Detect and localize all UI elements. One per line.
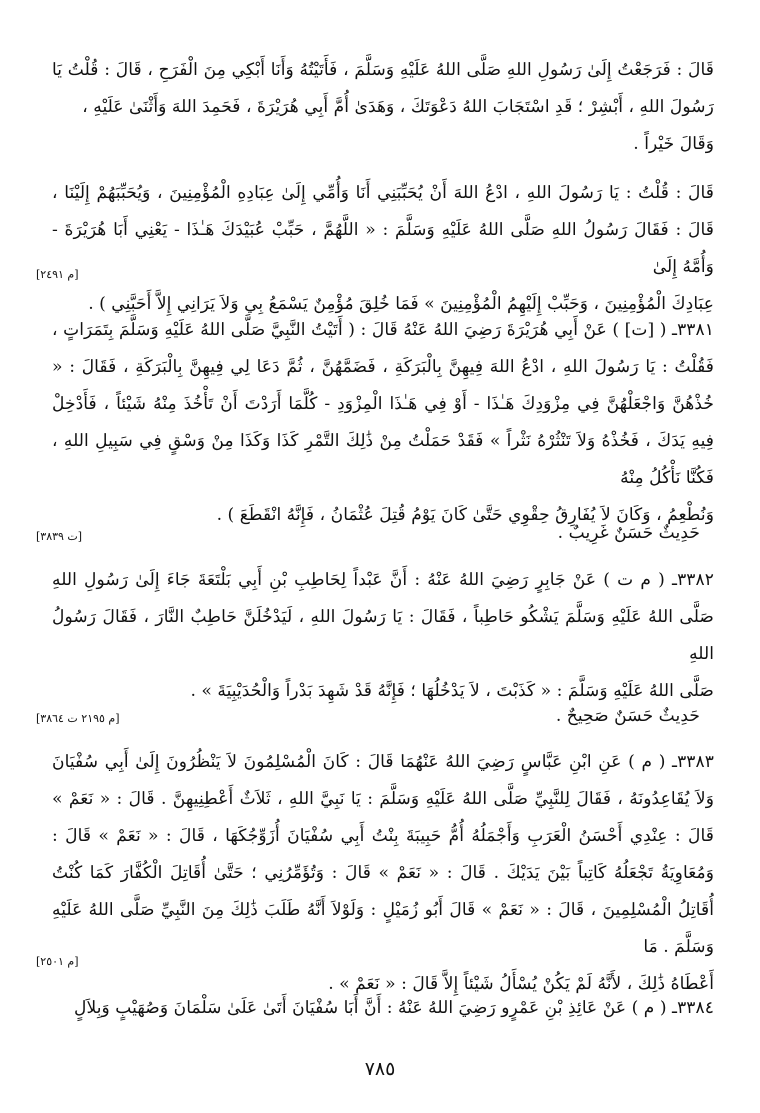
paragraph-text: قَالَ : قُلْتُ : يَا رَسُولَ اللهِ ، ادْعُ اللهَ أَنْ يُحَبِّبَنِي أَنَا وَأُمِّي إِلَىٰ عِبَادِهِ الْمُؤْمِنِينَ ، وَيُحَبِّبَهُمْ إِلَيْنَا ، قَالَ : فَقَالَ رَسُولُ اللهِ صَلَّى اللهُ عَلَيْهِ وَسَلَّمَ : « اللَّهُمَّ ، حَبِّبْ عُبَيْدَكَ هَـٰذَا - يَعْنِي أَبَا هُرَيْرَةَ - وَأُمَّهُ إِلَىٰ (52, 183, 714, 277)
paragraph-last-line: صَلَّى اللهُ عَلَيْهِ وَسَلَّمَ : « كَذَبْتَ ، لاَ يَدْخُلُهَا ؛ فَإِنَّهُ قَدْ شَهِدَ بَدْراً وَالْحُدَيْبِيَةَ » . (190, 681, 714, 701)
paragraph-last-line: وَقَالَ خَيْراً . (633, 134, 714, 154)
paragraph-text: ٣٣٨٤ـ ( م ) عَنْ عَائِذِ بْنِ عَمْرٍو رَضِيَ اللهُ عَنْهُ : أَنَّ أَبَا سُفْيَانَ أَتَىٰ عَلَىٰ سَلْمَانَ وَصُهَيْبٍ وَبِلاَلٍ (74, 998, 714, 1018)
paragraph-last-line: أَعْطَاهُ ذَٰلِكَ ، لأَنَّهُ لَمْ يَكُنْ يُسْأَلُ شَيْئاً إِلاَّ قَالَ : « نَعَمْ » . (328, 974, 714, 994)
hadith-grade: حَدِيثٌ حَسَنٌ صَحِيحٌ . (555, 706, 700, 726)
reference-marker: [م ٢٤٩١] (36, 268, 79, 281)
paragraph-text: ٣٣٨٣ـ ( م ) عَنِ ابْنِ عَبَّاسٍ رَضِيَ اللهُ عَنْهُمَا قَالَ : كَانَ الْمُسْلِمُونَ لاَ يَنْظُرُونَ إِلَىٰ أَبِي سُفْيَانَ وَلاَ يُقَاعِدُونَهُ ، فَقَالَ لِلنَّبِيِّ صَلَّى اللهُ عَلَيْهِ وَسَلَّمَ : يَا نَبِيَّ اللهِ ، ثَلاَثٌ أَعْطِنِيهِنَّ . قَالَ : « نَعَمْ » قَالَ : عِنْدِي أَحْسَنُ الْعَرَبِ وَأَجْمَلُهُ أُمُّ حَبِيبَةَ بِنْتُ أَبِي سُفْيَانَ أُزَوِّجُكَهَا ، قَالَ : « نَعَمْ » قَالَ : وَمُعَاوِيَةُ تَجْعَلُهُ كَاتِباً بَيْنَ يَدَيْكَ . قَالَ : « نَعَمْ » قَالَ : وَتُؤَمِّرُنِي ؛ حَتَّىٰ أُقَاتِلَ الْكُفَّارَ كَمَا كُنْتُ أُقَاتِلُ الْمُسْلِمِينَ ، قَالَ : « نَعَمْ » قَالَ أَبُو زُمَيْلٍ : وَلَوْلاَ أَنَّهُ طَلَبَ ذَٰلِكَ مِنَ النَّبِيِّ صَلَّى اللهُ عَلَيْهِ وَسَلَّمَ . مَا (52, 752, 714, 957)
hadith-3384 (52, 990, 714, 1027)
paragraph-prayer (52, 175, 714, 323)
hadith-3381 (52, 312, 714, 534)
paragraph-last-line: عِبَادِكَ الْمُؤْمِنِينَ ، وَحَبِّبْ إِلَيْهِمُ الْمُؤْمِنِينَ » فَمَا خُلِقَ مُؤْمِنٌ يَسْمَعُ بِي وَلاَ يَرَانِي إِلاَّ أَحَبَّنِي ) . (88, 294, 714, 314)
hadith-grade: حَدِيثٌ حَسَنٌ غَرِيبٌ . (557, 523, 700, 543)
reference-marker: [ت ٣٨٣٩] (36, 530, 83, 543)
hadith-3382 (52, 562, 714, 710)
paragraph-last-line: وَنُطْعِمُ ، وَكَانَ لاَ يُفَارِقُ حِقْوِي حَتَّىٰ كَانَ يَوْمُ قُتِلَ عُثْمَانُ ، فَإِنَّهُ انْقَطَعَ ) . (216, 505, 714, 525)
paragraph-text: قَالَ : فَرَجَعْتُ إِلَىٰ رَسُولِ اللهِ صَلَّى اللهُ عَلَيْهِ وَسَلَّمَ ، فَأَتَيْتُهُ وَأَنَا أَبْكِي مِنَ الْفَرَحِ ، قَالَ : قُلْتُ يَا رَسُولَ اللهِ ، أَبْشِرْ ؛ قَدِ اسْتَجَابَ اللهُ دَعْوَتَكَ ، وَهَدَىٰ أُمَّ أَبِي هُرَيْرَةَ ، فَحَمِدَ اللهَ وَأَثْنَىٰ عَلَيْهِ ، (52, 60, 714, 117)
hadith-3383 (52, 744, 714, 1003)
paragraph-continuation (52, 52, 714, 163)
reference-marker: [م ٢٥٠١] (36, 955, 79, 968)
paragraph-text: ٣٣٨١ـ ( [ت] ) عَنْ أَبِي هُرَيْرَةَ رَضِيَ اللهُ عَنْهُ قَالَ : ( أَتَيْتُ النَّبِيَّ صَلَّى اللهُ عَلَيْهِ وَسَلَّمَ بِتَمَرَاتٍ ، فَقُلْتُ : يَا رَسُولَ اللهِ ، ادْعُ اللهَ فِيهِنَّ بِالْبَرَكَةِ ، فَضَمَّهُنَّ ، ثُمَّ دَعَا لِي فِيهِنَّ بِالْبَرَكَةِ ، فَقَالَ : « خُذْهُنَّ وَاجْعَلْهُنَّ فِي مِزْوَدِكَ هَـٰذَا - أَوْ فِي هَـٰذَا الْمِزْوَدِ - كُلَّمَا أَرَدْتَ أَنْ تَأْخُذَ مِنْهُ شَيْئاً ، فَأَدْخِلْ فِيهِ يَدَكَ ، فَخُذْهُ وَلاَ تَنْثُرْهُ نَثْراً » فَقَدْ حَمَلْتُ مِنْ ذَٰلِكَ التَّمْرِ كَذَا وَكَذَا مِنْ وَسْقٍ فِي سَبِيلِ اللهِ ، فَكُنَّا نَأْكُلُ مِنْهُ (52, 320, 714, 488)
reference-marker: [م ٢١٩٥ ت ٣٨٦٤] (36, 712, 120, 725)
paragraph-text: ٣٣٨٢ـ ( م ت ) عَنْ جَابِرٍ رَضِيَ اللهُ عَنْهُ : أَنَّ عَبْداً لِحَاطِبِ بْنِ أَبِي بَلْتَعَةَ جَاءَ إِلَىٰ رَسُولِ اللهِ صَلَّى اللهُ عَلَيْهِ وَسَلَّمَ يَشْكُو حَاطِباً ، فَقَالَ : يَا رَسُولَ اللهِ ، لَيَدْخُلَنَّ حَاطِبٌ النَّارَ ، فَقَالَ رَسُولُ اللهِ (52, 570, 714, 664)
page-number: ٧٨٥ (364, 1058, 396, 1080)
